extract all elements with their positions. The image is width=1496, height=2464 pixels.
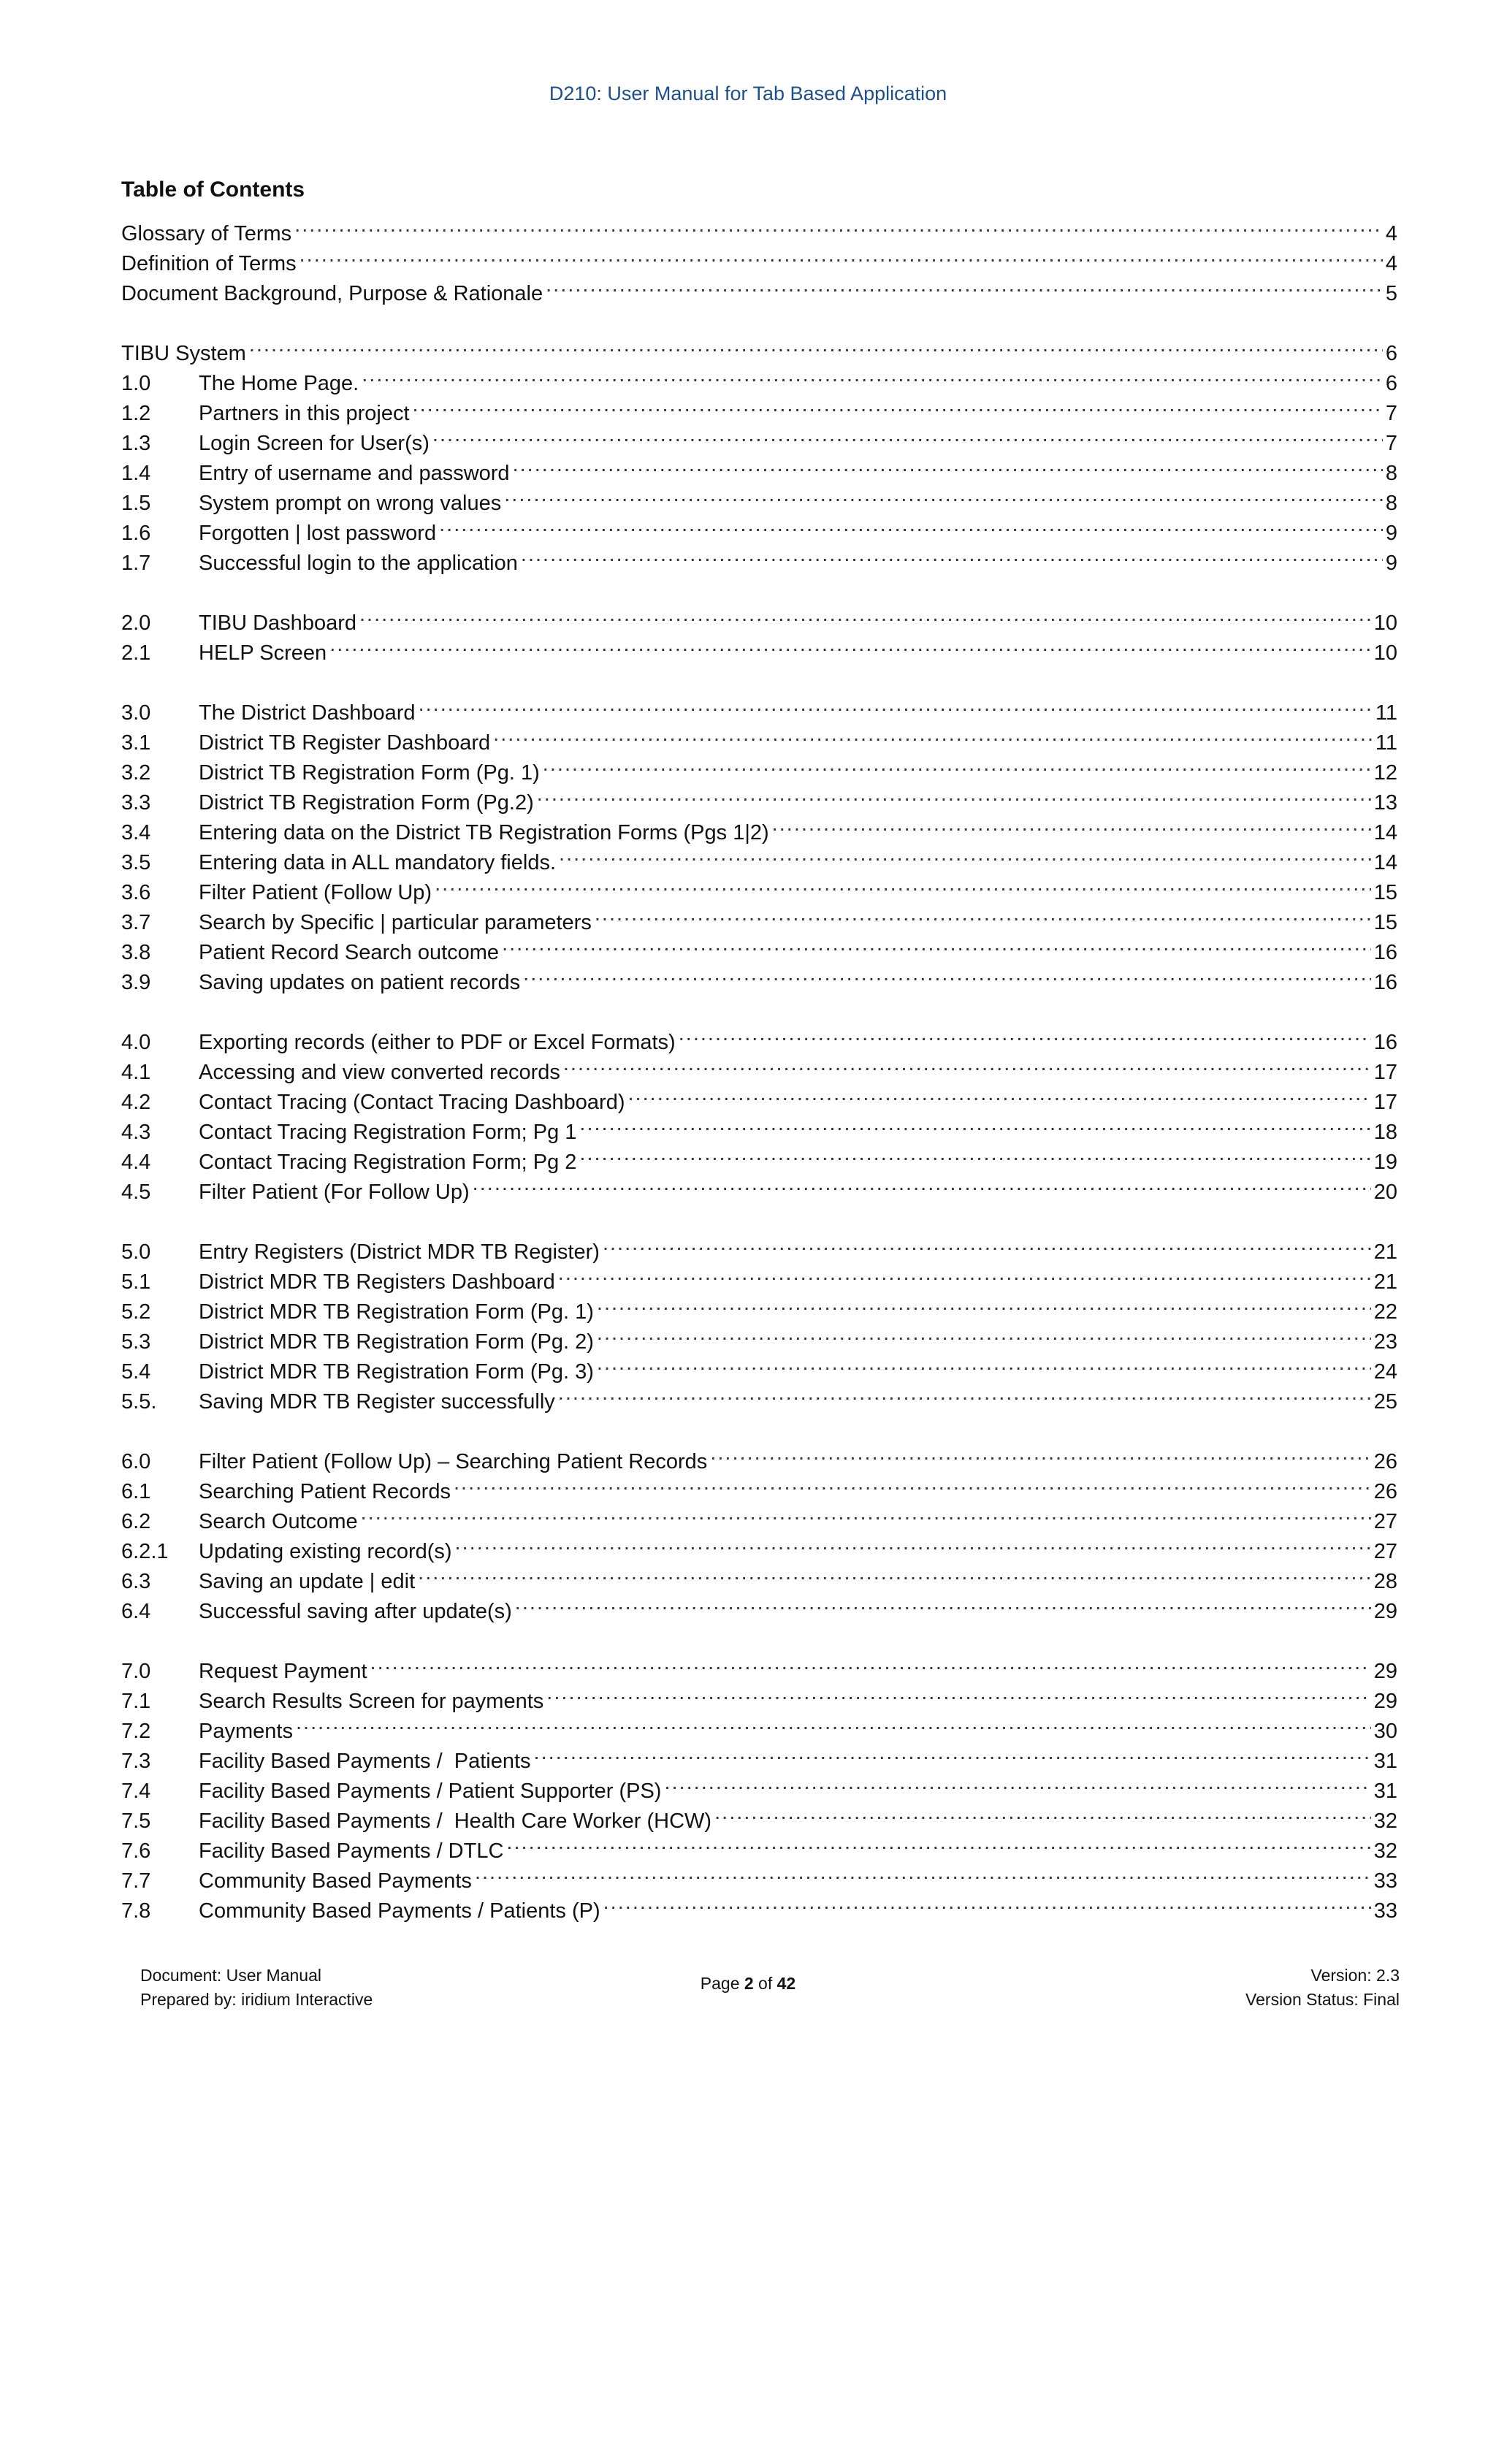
toc-entry-label: Contact Tracing (Contact Tracing Dashboard) (199, 1091, 625, 1114)
page-prefix: Page (700, 1974, 744, 1993)
toc-entry-page: 20 (1373, 1180, 1397, 1204)
footer-prepared-by: Prepared by: iridium Interactive (140, 1990, 373, 2009)
toc-entry[interactable] (121, 1738, 1397, 1773)
toc-entry-page: 5 (1385, 282, 1397, 305)
toc-entry-number: 3.9 (121, 971, 151, 994)
toc-entry-page: 22 (1373, 1300, 1397, 1324)
toc-dot-leader (521, 540, 1383, 570)
toc-entry-label: Community Based Payments / Patients (P) (199, 1899, 600, 1923)
toc-entry-label: TIBU System (121, 342, 246, 365)
toc-entry-page: 6 (1385, 372, 1397, 395)
toc-entry[interactable] (121, 270, 1397, 305)
toc-entry-page: 17 (1373, 1061, 1397, 1084)
toc-dot-leader (439, 510, 1383, 540)
toc-entry-number: 5.5. (121, 1390, 157, 1414)
toc-entry-number: 3.7 (121, 911, 151, 934)
toc-dot-leader (664, 1768, 1370, 1798)
toc-entry-page: 30 (1373, 1720, 1397, 1743)
toc-entry-number: 1.2 (121, 402, 151, 425)
toc-entry[interactable] (121, 210, 1397, 245)
toc-entry-page: 29 (1373, 1690, 1397, 1713)
toc-entry-page: 4 (1385, 222, 1397, 245)
toc-entry-label: District TB Registration Form (Pg.2) (199, 791, 534, 815)
toc-entry-label: Search Outcome (199, 1510, 358, 1533)
toc-entry-page: 14 (1373, 821, 1397, 844)
toc-dot-leader (597, 1349, 1371, 1378)
toc-entry-page: 9 (1385, 522, 1397, 545)
toc-entry-label: Searching Patient Records (199, 1480, 451, 1503)
toc-dot-leader (628, 1079, 1371, 1109)
footer-version: Version: 2.3 (1310, 1966, 1400, 1985)
toc-dot-leader (299, 240, 1383, 270)
toc-entry-page: 4 (1385, 252, 1397, 275)
toc-entry-label: Definition of Terms (121, 252, 297, 275)
toc-dot-leader (454, 1468, 1371, 1498)
toc-entry-number: 3.1 (121, 731, 151, 755)
toc-entry-page: 10 (1373, 641, 1397, 665)
toc-entry-page: 11 (1375, 731, 1397, 755)
toc-entry-number: 3.4 (121, 821, 151, 844)
toc-dot-leader (370, 1648, 1371, 1678)
toc-entry-page: 17 (1373, 1091, 1397, 1114)
toc-dot-leader (515, 1588, 1371, 1618)
toc-entry-number: 7.7 (121, 1869, 151, 1893)
toc-entry-page: 31 (1373, 1750, 1397, 1773)
toc-entry-page: 10 (1373, 611, 1397, 635)
toc-entry-label: TIBU Dashboard (199, 611, 356, 635)
toc-dot-leader (502, 929, 1371, 959)
toc-entry-label: Contact Tracing Registration Form; Pg 2 (199, 1151, 577, 1174)
toc-entry-number: 6.1 (121, 1480, 151, 1503)
toc-entry-label: Facility Based Payments / Patient Supporter (PS) (199, 1780, 662, 1803)
toc-dot-leader (419, 690, 1373, 720)
toc-dot-leader (679, 1019, 1371, 1049)
toc-entry-label: District MDR TB Registers Dashboard (199, 1270, 555, 1294)
toc-entry-label: Glossary of Terms (121, 222, 292, 245)
toc-entry-number: 6.2 (121, 1510, 151, 1533)
toc-entry-page: 16 (1373, 971, 1397, 994)
toc-entry[interactable] (121, 1019, 1397, 1054)
toc-dot-leader (534, 1738, 1371, 1768)
toc-entry-number: 7.5 (121, 1809, 151, 1833)
page-total: 42 (776, 1974, 796, 1993)
toc-dot-leader (294, 210, 1383, 240)
toc-entry-label: Entering data on the District TB Registration Forms (Pgs 1|2) (199, 821, 769, 844)
toc-entry-page: 13 (1373, 791, 1397, 815)
toc-dot-leader (597, 1319, 1371, 1349)
toc-entry-page: 16 (1373, 1031, 1397, 1054)
toc-entry-number: 4.4 (121, 1151, 151, 1174)
toc-dot-leader (504, 480, 1383, 510)
toc-dot-leader (597, 1289, 1371, 1319)
toc-dot-leader (579, 1109, 1370, 1139)
toc-dot-leader (559, 839, 1371, 869)
toc-entry-number: 2.0 (121, 611, 151, 635)
toc-dot-leader (475, 1858, 1371, 1888)
toc-dot-leader (493, 720, 1373, 750)
toc-entry-number: 3.0 (121, 701, 151, 725)
toc-entry-number: 4.1 (121, 1061, 151, 1084)
toc-entry-page: 14 (1373, 851, 1397, 874)
toc-entry-label: Document Background, Purpose & Rationale (121, 282, 543, 305)
toc-dot-leader (543, 750, 1371, 779)
toc-entry-page: 27 (1373, 1540, 1397, 1563)
toc-entry-number: 6.4 (121, 1600, 151, 1623)
toc-entry-number: 1.3 (121, 432, 151, 455)
toc-entry[interactable] (121, 360, 1397, 395)
toc-entry-label: Facility Based Payments / Health Care Worker (HCW) (199, 1809, 712, 1833)
toc-entry-label: Community Based Payments (199, 1869, 472, 1893)
footer-right (1245, 1964, 1400, 2012)
toc-entry-page: 26 (1373, 1480, 1397, 1503)
toc-entry-label: Saving MDR TB Register successfully (199, 1390, 555, 1414)
toc-entry-page: 19 (1373, 1151, 1397, 1174)
toc-dot-leader (595, 899, 1371, 929)
toc-dot-leader (432, 420, 1383, 450)
toc-entry-label: The Home Page. (199, 372, 359, 395)
toc-entry-number: 7.0 (121, 1660, 151, 1683)
toc-entry[interactable] (121, 1708, 1397, 1743)
toc-entry-page: 8 (1385, 492, 1397, 515)
toc-entry[interactable] (121, 330, 1397, 365)
toc-entry-page: 12 (1373, 761, 1397, 785)
toc-entry-label: Successful saving after update(s) (199, 1600, 512, 1623)
toc-dot-leader (603, 1888, 1371, 1918)
toc-entry-number: 5.3 (121, 1330, 151, 1354)
toc-entry-page: 33 (1373, 1899, 1397, 1923)
footer-version-status: Version Status: Final (1245, 1990, 1400, 2009)
toc-entry-label: Entering data in ALL mandatory fields. (199, 851, 557, 874)
toc-entry-page: 21 (1373, 1240, 1397, 1264)
toc-entry-number: 5.0 (121, 1240, 151, 1264)
toc-dot-leader (558, 1378, 1371, 1408)
toc-entry-number: 7.8 (121, 1899, 151, 1923)
toc-title: Table of Contents (121, 178, 305, 202)
toc-dot-leader (603, 1229, 1371, 1259)
toc-entry-label: Entry of username and password (199, 462, 510, 485)
toc-dot-leader (361, 1498, 1371, 1528)
toc-entry-label: Filter Patient (For Follow Up) (199, 1180, 470, 1204)
toc-dot-leader (714, 1798, 1371, 1828)
toc-entry-label: Accessing and view converted records (199, 1061, 560, 1084)
toc-dot-leader (546, 1678, 1370, 1708)
table-of-contents (121, 210, 1397, 1923)
toc-entry-number: 4.2 (121, 1091, 151, 1114)
toc-dot-leader (359, 600, 1371, 630)
toc-entry-number: 3.8 (121, 941, 151, 964)
toc-entry-label: Payments (199, 1720, 293, 1743)
toc-dot-leader (473, 1169, 1371, 1199)
toc-entry-number: 1.4 (121, 462, 151, 485)
toc-entry-label: Facility Based Payments / Patients (199, 1750, 531, 1773)
toc-entry[interactable] (121, 240, 1397, 275)
toc-entry-label: Filter Patient (Follow Up) – Searching Patient Records (199, 1450, 708, 1473)
toc-entry-label: Search Results Screen for payments (199, 1690, 544, 1713)
toc-entry-number: 7.6 (121, 1839, 151, 1863)
toc-entry-label: Partners in this project (199, 402, 410, 425)
toc-entry-label: Request Payment (199, 1660, 367, 1683)
toc-entry-page: 21 (1373, 1270, 1397, 1294)
toc-entry-page: 11 (1375, 701, 1397, 725)
toc-dot-leader (513, 450, 1383, 480)
toc-dot-leader (362, 360, 1383, 390)
toc-entry-number: 1.7 (121, 552, 151, 575)
toc-dot-leader (296, 1708, 1371, 1738)
toc-entry-page: 32 (1373, 1839, 1397, 1863)
toc-entry-number: 1.0 (121, 372, 151, 395)
toc-entry-label: Contact Tracing Registration Form; Pg 1 (199, 1121, 577, 1144)
page-of: of (753, 1974, 777, 1993)
toc-entry-page: 29 (1373, 1600, 1397, 1623)
toc-dot-leader (249, 330, 1383, 360)
toc-dot-leader (523, 959, 1371, 989)
toc-entry-label: Login Screen for User(s) (199, 432, 430, 455)
toc-entry-label: Filter Patient (Follow Up) (199, 881, 432, 904)
toc-entry-number: 3.2 (121, 761, 151, 785)
toc-entry-label: HELP Screen (199, 641, 327, 665)
toc-entry-label: Successful login to the application (199, 552, 518, 575)
toc-dot-leader (418, 1558, 1371, 1588)
toc-entry-number: 5.4 (121, 1360, 151, 1384)
toc-entry[interactable] (121, 600, 1397, 635)
toc-entry-page: 33 (1373, 1869, 1397, 1893)
toc-entry-number: 5.1 (121, 1270, 151, 1294)
toc-entry-page: 25 (1373, 1390, 1397, 1414)
toc-entry-label: Patient Record Search outcome (199, 941, 500, 964)
toc-entry-label: District TB Registration Form (Pg. 1) (199, 761, 540, 785)
toc-dot-leader (546, 270, 1383, 300)
toc-entry-number: 3.3 (121, 791, 151, 815)
toc-entry-number: 4.3 (121, 1121, 151, 1144)
toc-entry-page: 29 (1373, 1660, 1397, 1683)
toc-entry-number: 6.0 (121, 1450, 151, 1473)
toc-entry[interactable] (121, 1438, 1397, 1473)
toc-entry-page: 15 (1373, 881, 1397, 904)
toc-dot-leader (579, 1139, 1370, 1169)
toc-dot-leader (563, 1049, 1371, 1079)
toc-entry-page: 27 (1373, 1510, 1397, 1533)
toc-entry-number: 1.5 (121, 492, 151, 515)
toc-entry-number: 7.1 (121, 1690, 151, 1713)
toc-dot-leader (435, 869, 1371, 899)
toc-entry-number: 4.0 (121, 1031, 151, 1054)
toc-entry-page: 26 (1373, 1450, 1397, 1473)
toc-dot-leader (558, 1259, 1371, 1289)
toc-dot-leader (710, 1438, 1370, 1468)
toc-entry-number: 7.3 (121, 1750, 151, 1773)
toc-entry-label: Updating existing record(s) (199, 1540, 452, 1563)
toc-entry-label: Saving an update | edit (199, 1570, 416, 1593)
toc-entry-label: District MDR TB Registration Form (Pg. 2) (199, 1330, 594, 1354)
footer-document: Document: User Manual (140, 1966, 321, 1985)
toc-dot-leader (329, 630, 1371, 660)
toc-entry-page: 8 (1385, 462, 1397, 485)
toc-entry-label: District MDR TB Registration Form (Pg. 3) (199, 1360, 594, 1384)
toc-entry-label: Forgotten | lost password (199, 522, 437, 545)
toc-entry-page: 18 (1373, 1121, 1397, 1144)
toc-entry-label: Search by Specific | particular parameters (199, 911, 592, 934)
toc-entry-page: 16 (1373, 941, 1397, 964)
toc-entry-label: System prompt on wrong values (199, 492, 502, 515)
toc-entry-page: 23 (1373, 1330, 1397, 1354)
toc-entry-label: District MDR TB Registration Form (Pg. 1) (199, 1300, 594, 1324)
toc-entry-number: 4.5 (121, 1180, 151, 1204)
page-current: 2 (744, 1974, 754, 1993)
toc-entry-label: Facility Based Payments / DTLC (199, 1839, 504, 1863)
toc-entry-page: 6 (1385, 342, 1397, 365)
toc-dot-leader (537, 779, 1371, 809)
toc-entry[interactable] (121, 690, 1397, 725)
toc-entry-page: 7 (1385, 402, 1397, 425)
toc-dot-leader (455, 1528, 1371, 1558)
toc-entry-label: District TB Register Dashboard (199, 731, 491, 755)
toc-entry-label: Saving updates on patient records (199, 971, 521, 994)
toc-entry-label: The District Dashboard (199, 701, 416, 725)
toc-entry-number: 6.3 (121, 1570, 151, 1593)
toc-dot-leader (413, 390, 1383, 420)
toc-entry[interactable] (121, 1648, 1397, 1683)
toc-entry-number: 2.1 (121, 641, 151, 665)
toc-entry-number: 1.6 (121, 522, 151, 545)
toc-entry-number: 3.6 (121, 881, 151, 904)
toc-dot-leader (506, 1828, 1370, 1858)
toc-entry-page: 32 (1373, 1809, 1397, 1833)
toc-entry-page: 28 (1373, 1570, 1397, 1593)
page-header: D210: User Manual for Tab Based Application (549, 83, 947, 104)
toc-entry-number: 7.2 (121, 1720, 151, 1743)
toc-entry-label: Entry Registers (District MDR TB Register) (199, 1240, 600, 1264)
toc-entry-page: 15 (1373, 911, 1397, 934)
toc-entry-page: 24 (1373, 1360, 1397, 1384)
toc-dot-leader (772, 809, 1371, 839)
toc-entry-number: 7.4 (121, 1780, 151, 1803)
toc-entry-number: 6.2.1 (121, 1540, 169, 1563)
toc-entry-page: 7 (1385, 432, 1397, 455)
toc-entry-number: 5.2 (121, 1300, 151, 1324)
toc-entry-label: Exporting records (either to PDF or Excel Formats) (199, 1031, 676, 1054)
toc-entry-page: 9 (1385, 552, 1397, 575)
toc-entry-page: 31 (1373, 1780, 1397, 1803)
toc-entry[interactable] (121, 1229, 1397, 1264)
toc-entry-number: 3.5 (121, 851, 151, 874)
